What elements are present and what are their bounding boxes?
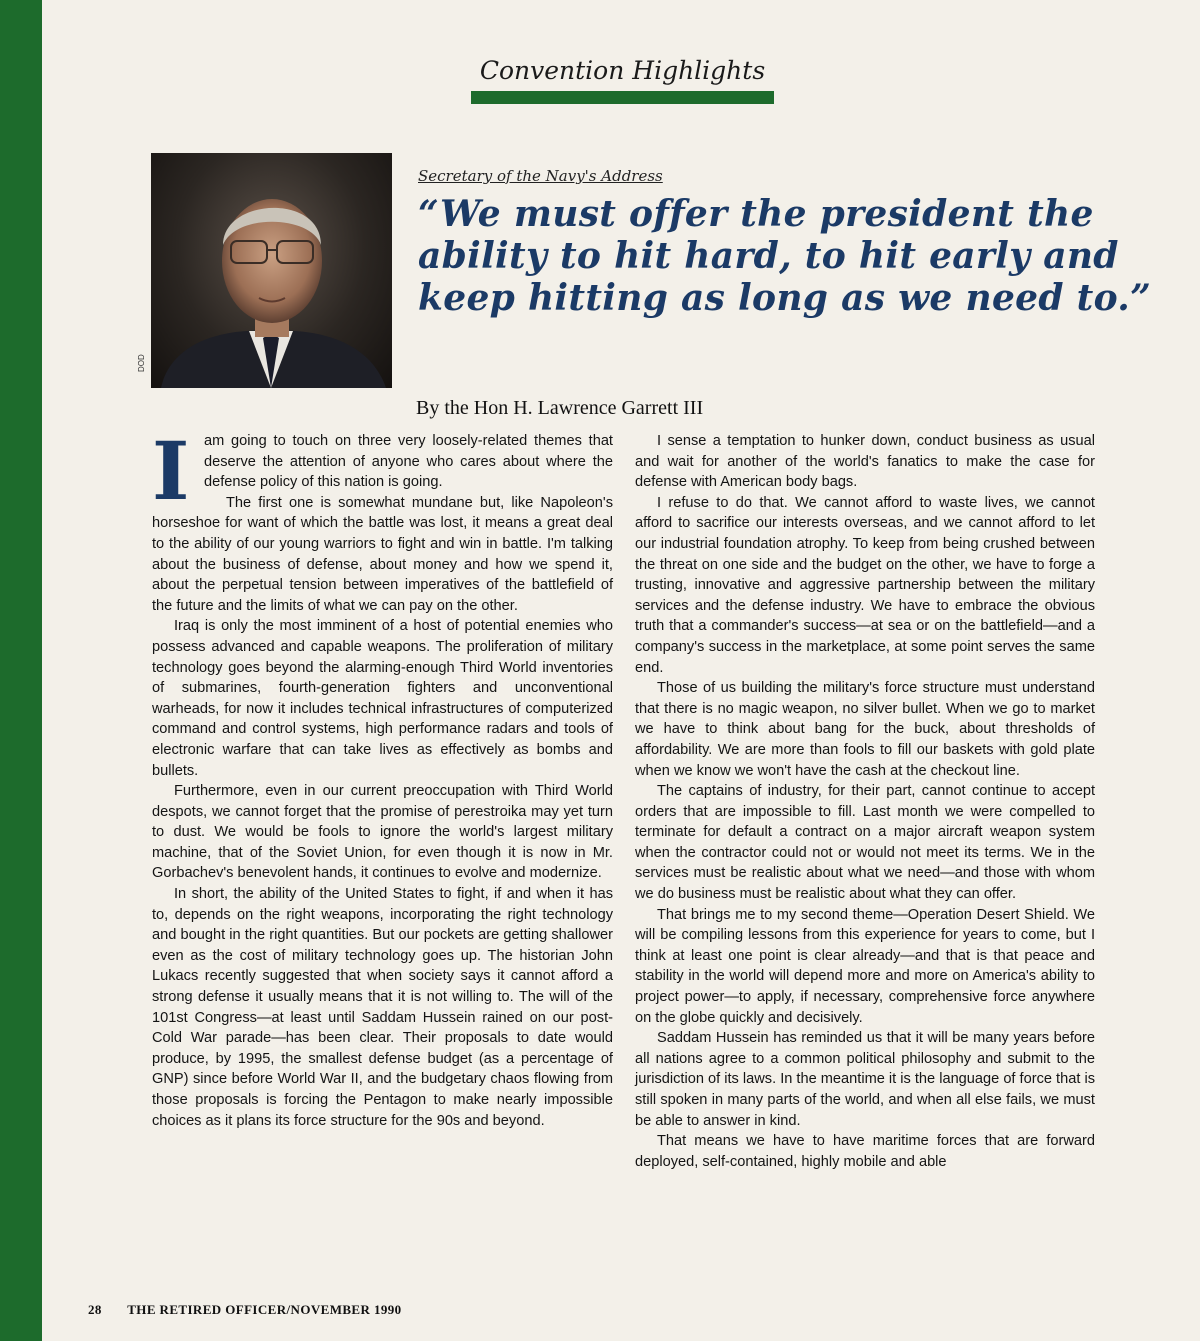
- page-footer: [88, 1302, 402, 1318]
- section-title: Convention Highlights: [479, 56, 766, 85]
- section-title-rule: [471, 91, 774, 104]
- article-column-right: [635, 431, 1095, 1172]
- paragraph: That means we have to have maritime forces that are forward deployed, self-contained, highly mobile and able: [635, 1133, 1095, 1170]
- article-headline: “We must offer the president the ability to hit hard, to hit early and keep hitting as long as we need to.”: [418, 193, 1152, 319]
- paragraph: The first one is somewhat mundane but, like Napoleon's horseshoe for want of which the battle was lost, it means a great deal to the ability of our young warriors to fight and win in battle. I'm talking about the business of defense, about money and how we spend it, about the perpetual tension between imperatives of the battlefield of the future and the limits of what we can pay on the other.: [152, 494, 613, 614]
- paragraph: Iraq is only the most imminent of a host of potential enemies who possess advanced and capable weapons. The proliferation of military technology goes beyond the alarming-enough Third World inventories of submarines, fourth-generation fighters and unconventional warheads, for now it includes technical infrastructures of computerized command and control systems, high performance radars and tools of electronic warfare that can take lives as effectively as bombs and bullets.: [152, 618, 613, 779]
- article-column-left: [152, 424, 613, 1131]
- paragraph: I sense a temptation to hunker down, conduct business as usual and wait for another of the world's fanatics to make the case for defense with American body bags.: [635, 433, 1095, 491]
- drop-cap: I: [152, 424, 190, 518]
- paragraph: am going to touch on three very loosely-related themes that deserve the attention of anyone who cares about where the defense policy of this nation is going.: [204, 433, 613, 491]
- paragraph: In short, the ability of the United States to fight, if and when it has to, depends on the right weapons, incorporating the right technology and bought in the right quantities. But our pockets are getting shallower even as the cost of military technology goes up. The historian John Lukacs recently suggested that when society says it cannot afford a strong defense it usually means that it is not willing to. The will of the 101st Congress—at least until Saddam Hussein rained on our post-Cold War parade—has been clear. Their proposals to date would produce, by 1995, the smallest defense budget (as a percentage of GNP) since before World War II, and the budgetary chaos flowing from those proposals is forcing the Pentagon to make nearly impossible choices as it plans its force structure for the 90s and beyond.: [152, 886, 613, 1129]
- article-byline: By the Hon H. Lawrence Garrett III: [416, 397, 704, 419]
- article-kicker: Secretary of the Navy's Address: [418, 167, 663, 185]
- page-number: 28: [88, 1302, 102, 1317]
- page-edge-green-bar: [0, 0, 42, 1341]
- publication-line: THE RETIRED OFFICER/NOVEMBER 1990: [127, 1302, 402, 1317]
- paragraph: I refuse to do that. We cannot afford to waste lives, we cannot afford to sacrifice our interests overseas, and we cannot afford to let our industrial foundation atrophy. To keep from being crushed between the threat on one side and the budget on the other, we have to forge a trusting, innovative and aggressive partnership between the military services and the defense industry. We have to embrace the obvious truth that a commander's success—at sea or on the battlefield—and a company's success in the marketplace, at some point serves the same end.: [635, 494, 1095, 676]
- paragraph: Furthermore, even in our current preoccupation with Third World despots, we cannot forget that the promise of perestroika may yet turn to dust. We would be fools to ignore the world's largest military machine, that of the Soviet Union, for even though it is now in Mr. Gorbachev's benevolent hands, it continues to evolve and modernize.: [152, 783, 613, 882]
- paragraph: That brings me to my second theme—Operation Desert Shield. We will be compiling lessons from this experience for years to come, but I think at least one point is clear already—and that is that peace and stability in the world will depend more and more on America's ability to project power—to apply, if necessary, comprehensive force anywhere on the globe quickly and decisively.: [635, 906, 1095, 1026]
- paragraph: The captains of industry, for their part, cannot continue to accept orders that are impossible to fill. Last month we were compelled to terminate for default a contract on a major aircraft weapon system when the contractor could not or would not meet its terms. We in the services must be realistic about what we need—and those with whom we do business must be realistic about what they can offer.: [635, 783, 1095, 903]
- photo-credit: DOD: [137, 354, 146, 372]
- paragraph: Those of us building the military's force structure must understand that there is no magic weapon, no silver bullet. When we go to market we have to think about bang for the buck, about thresholds of affordability. We are more than fools to fill our baskets with gold plate when we know we won't have the cash at the checkout line.: [635, 680, 1095, 779]
- paragraph: Saddam Hussein has reminded us that it will be many years before all nations agree to a common political philosophy and submit to the jurisdiction of its laws. In the meantime it is the language of force that is still spoken in many parts of the world, and when all else fails, we must be able to answer in kind.: [635, 1030, 1095, 1129]
- author-portrait-photo: [151, 153, 392, 388]
- portrait-illustration: [151, 153, 392, 388]
